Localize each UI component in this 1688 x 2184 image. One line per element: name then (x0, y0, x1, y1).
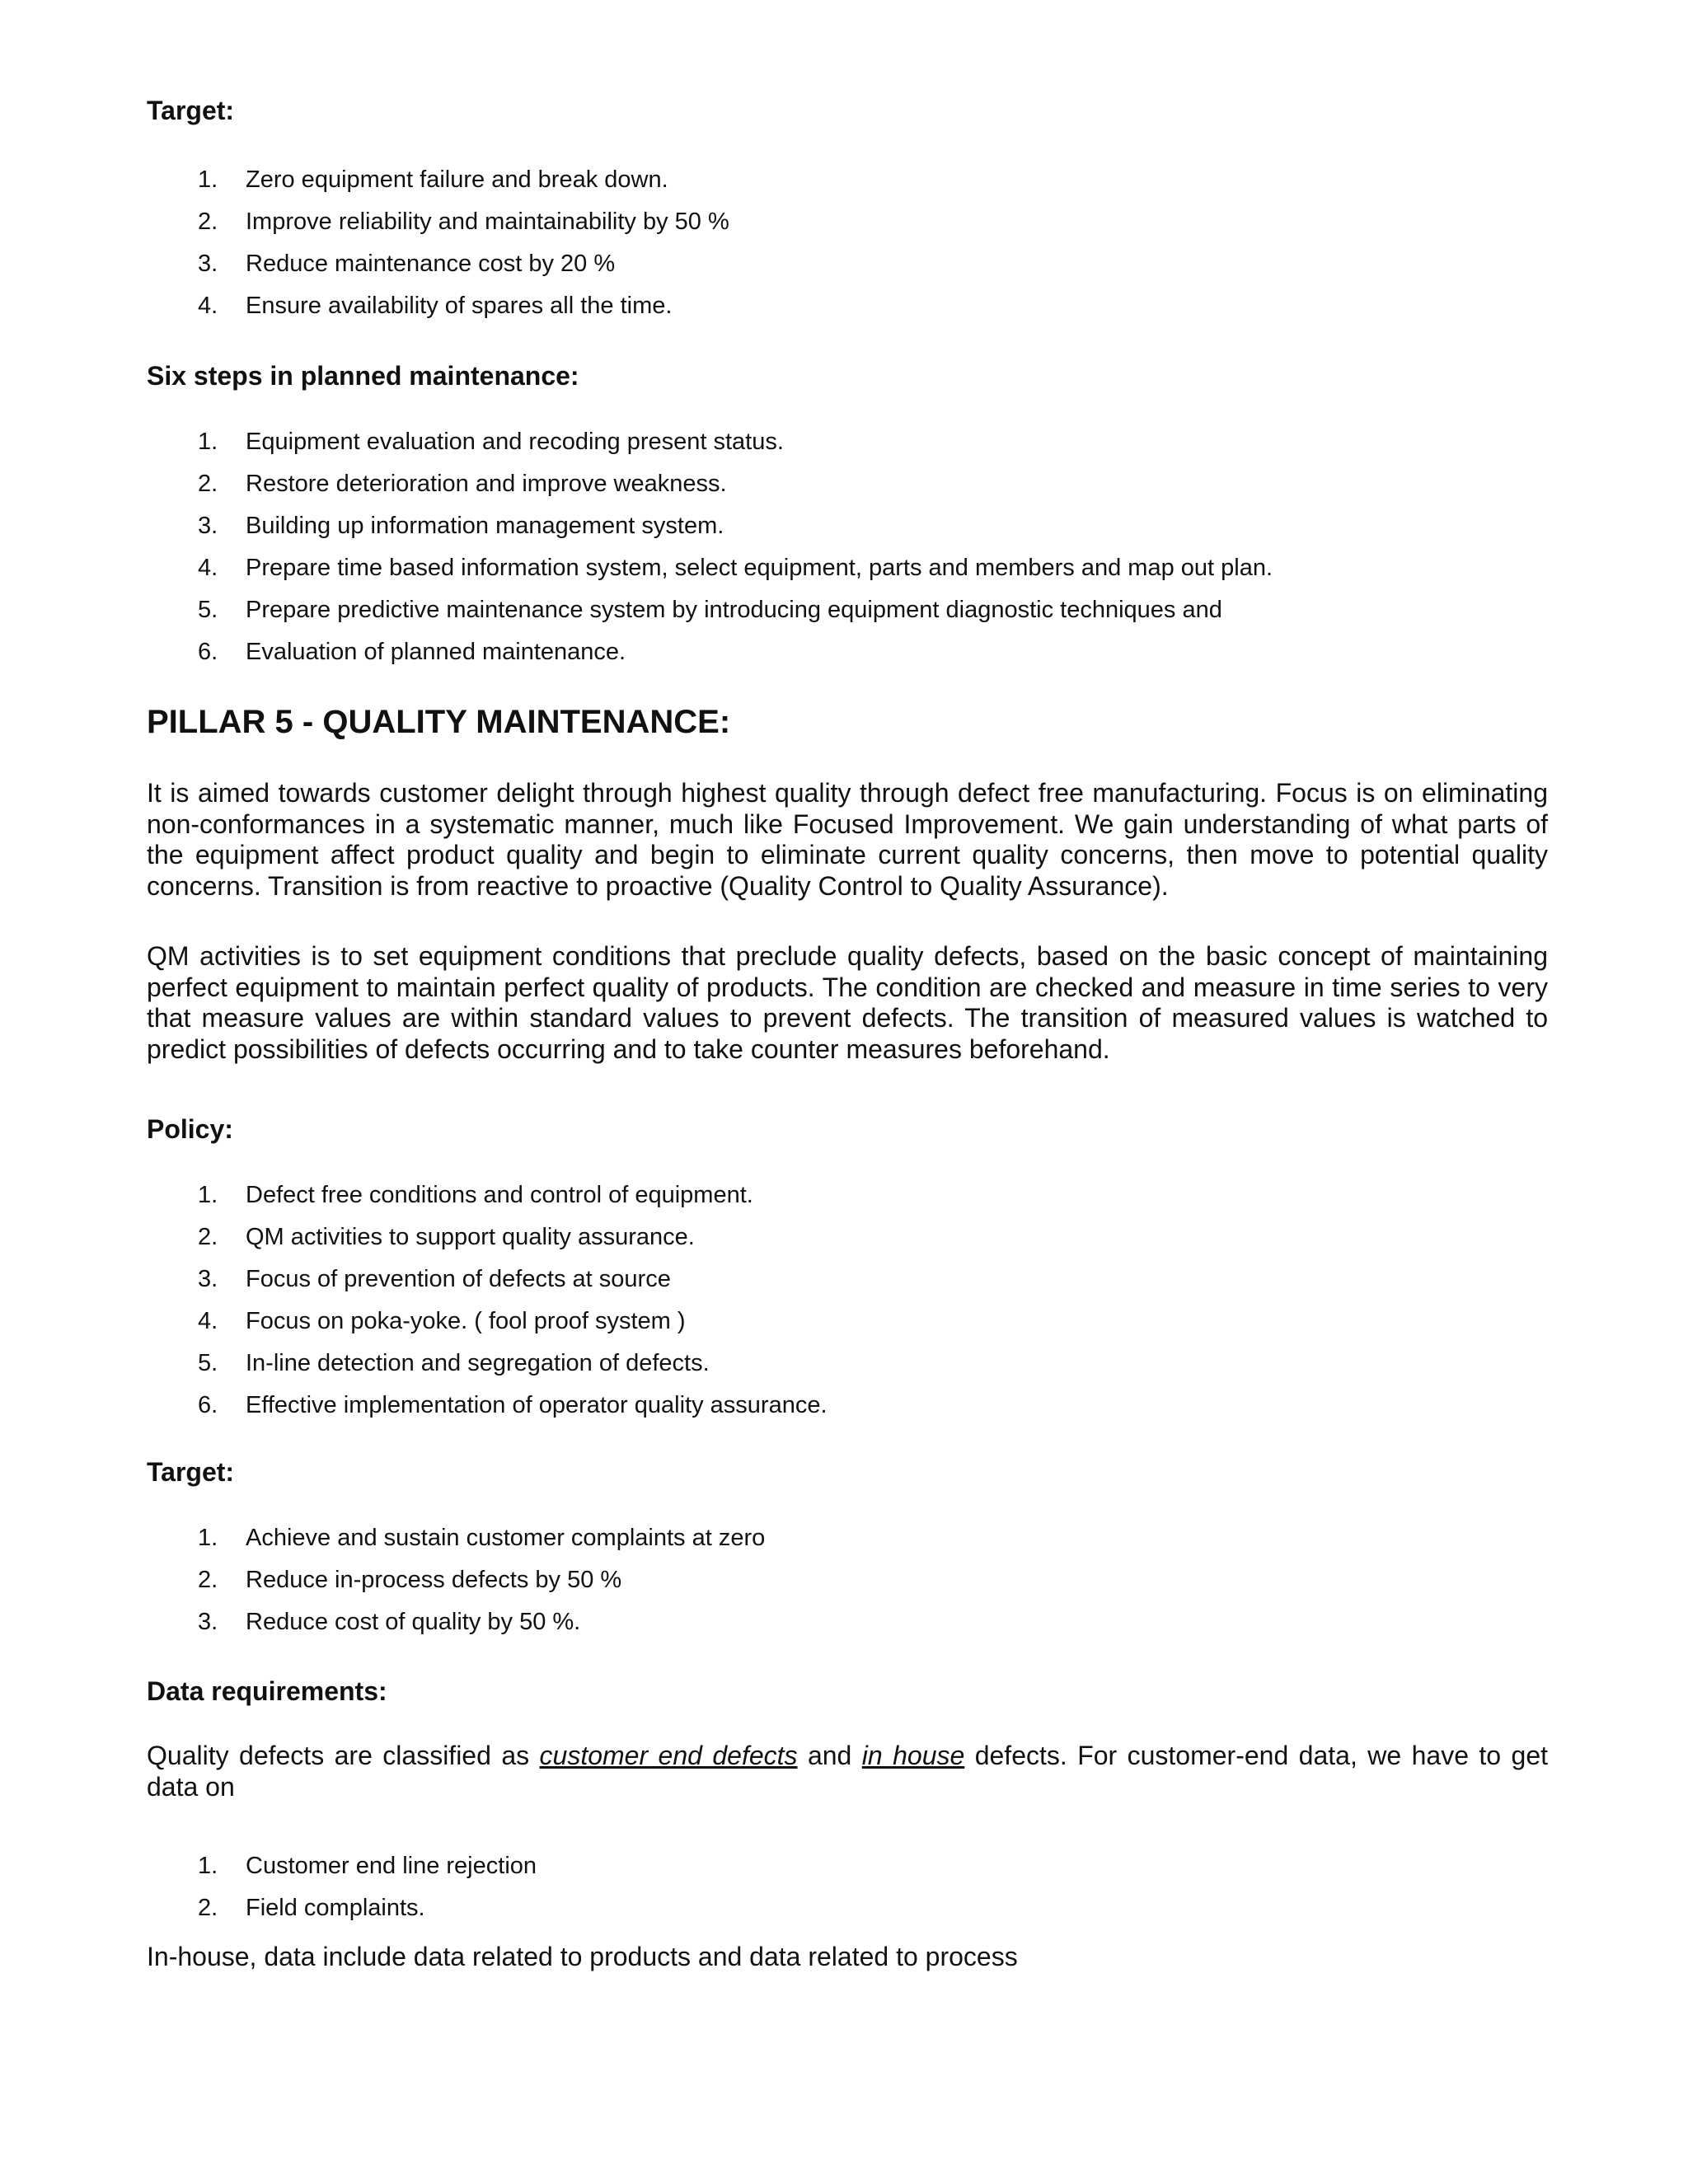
document-page (147, 0, 1548, 2184)
in-house-term: in house (861, 1741, 965, 1770)
six-steps-heading: Six steps in planned maintenance: (147, 361, 579, 391)
list-item: 4. Focus on poka-yoke. ( fool proof system ) (198, 1308, 686, 1334)
six-steps-list (147, 425, 1273, 677)
data-requirements-heading: Data requirements: (147, 1676, 387, 1706)
list-item: 5. In-line detection and segregation of defects. (198, 1350, 710, 1376)
data-requirements-paragraph: Quality defects are classified as customer end defects and in house defects. For customer-end data, we have to get data on (147, 1741, 1548, 1802)
list-item: 1. Achieve and sustain customer complaints at zero (198, 1525, 766, 1551)
list-item: 6. Evaluation of planned maintenance. (198, 639, 626, 665)
list-item: 6. Effective implementation of operator quality assurance. (198, 1392, 828, 1418)
list-item: 4. Ensure availability of spares all the time. (198, 293, 673, 319)
data-requirements-list (147, 1849, 537, 1933)
pillar-title: PILLAR 5 - QUALITY MAINTENANCE: (147, 704, 731, 740)
qm-activities-paragraph: QM activities is to set equipment conditions that preclude quality defects, based on the basic concept of maintaining perfect equipment to maintain perfect quality of products. The condition are checked and measure in time series to very that measure values are within standard values to prevent defects. The transition of measured values is watched to predict possibilities of defects occurring and to take counter measures beforehand. (147, 941, 1548, 1064)
list-item: 3. Reduce maintenance cost by 20 % (198, 251, 616, 277)
list-item: 1. Equipment evaluation and recoding present status. (198, 429, 784, 455)
pillar-intro-paragraph: It is aimed towards customer delight through highest quality through defect free manufacturing. Focus is on eliminating non-conformances in a systematic manner, much like Focused Improvement. We gain understanding of what parts of the equipment affect product quality and begin to eliminate current quality concerns, then move to potential quality concerns. Transition is from reactive to proactive (Quality Control to Quality Assurance). (147, 778, 1548, 901)
policy-heading: Policy: (147, 1114, 233, 1144)
policy-list (147, 1179, 828, 1431)
target-heading: Target: (147, 96, 235, 125)
in-house-paragraph: In-house, data include data related to products and data related to process (147, 1942, 1018, 1971)
list-item: 2. QM activities to support quality assurance. (198, 1224, 695, 1250)
list-item: 5. Prepare predictive maintenance system by introducing equipment diagnostic techniques and (198, 597, 1222, 623)
target-list (147, 163, 729, 331)
target-heading: Target: (147, 1457, 235, 1487)
list-item: 1. Defect free conditions and control of equipment. (198, 1182, 753, 1208)
list-item: 1. Customer end line rejection (198, 1853, 537, 1879)
target-list (147, 1521, 765, 1647)
list-item: 2. Improve reliability and maintainability by 50 % (198, 209, 729, 235)
list-item: 4. Prepare time based information system, select equipment, parts and members and map out plan. (198, 555, 1273, 581)
customer-end-defects-term: customer end defects (539, 1741, 798, 1770)
list-item: 2. Reduce in-process defects by 50 % (198, 1567, 622, 1593)
list-item: 1. Zero equipment failure and break down. (198, 166, 668, 193)
list-item: 3. Building up information management system. (198, 513, 724, 539)
list-item: 3. Reduce cost of quality by 50 %. (198, 1609, 581, 1635)
list-item: 2. Restore deterioration and improve weakness. (198, 471, 727, 497)
list-item: 3. Focus of prevention of defects at source (198, 1266, 671, 1292)
list-item: 2. Field complaints. (198, 1895, 425, 1921)
